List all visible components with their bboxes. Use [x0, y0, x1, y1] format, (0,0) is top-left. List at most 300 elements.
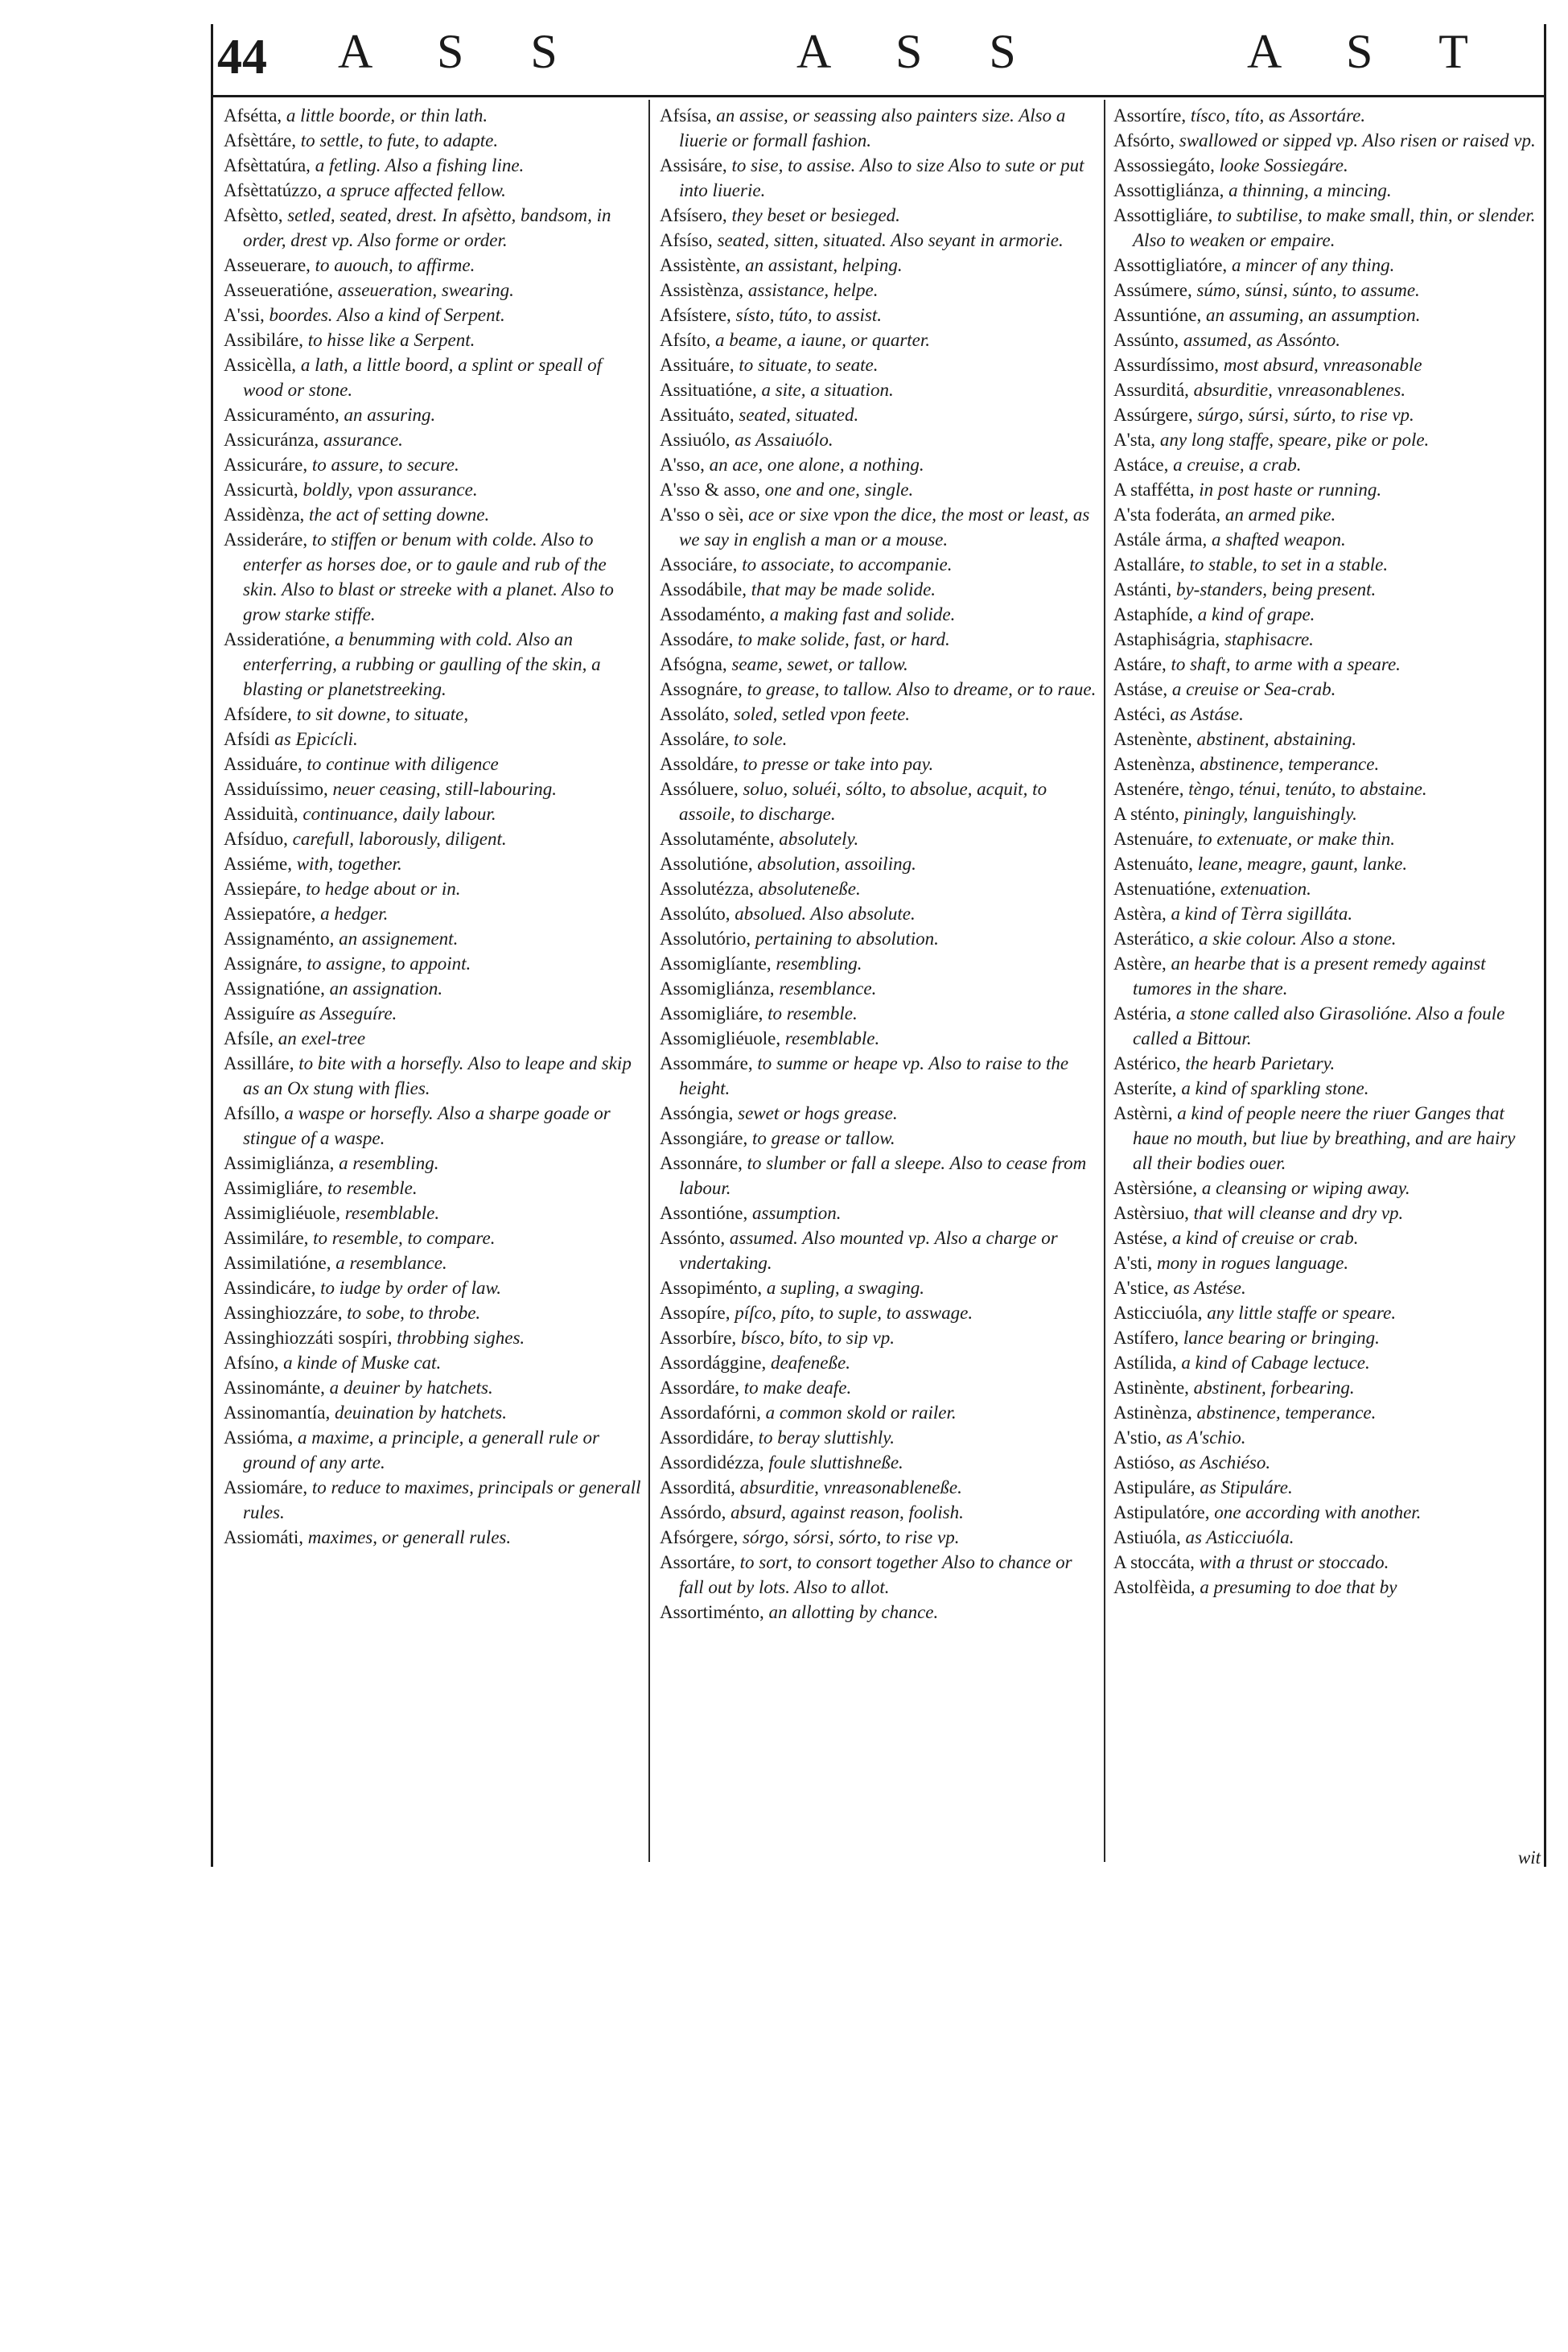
entry-headword: Afsèttáre, [224, 130, 297, 150]
entry-headword: Assonnáre, [660, 1153, 743, 1173]
entry-headword: Afsórgere, [660, 1527, 739, 1547]
entry-headword: Afsíllo, [224, 1103, 280, 1123]
entry-headword: Assisáre, [660, 155, 727, 175]
entry-headword: Assignáre, [224, 954, 302, 974]
entry-headword: Assúmere, [1113, 280, 1192, 300]
dictionary-entry [1113, 1400, 1538, 1425]
entry-definition: any little staffe or speare. [1202, 1303, 1397, 1323]
entry-headword: Afsórto, [1113, 130, 1175, 150]
entry-headword: Astenènte, [1113, 729, 1192, 749]
entry-definition: to sise, to assise. Also to size Also to sute or put into liuerie. [679, 155, 1084, 200]
dictionary-entry [660, 103, 1098, 153]
entry-definition: with a thrust or stoccado. [1194, 1552, 1389, 1572]
entry-definition: to grease, to tallow. Also to dreame, or to raue. [742, 679, 1097, 699]
entry-definition: mony in rogues language. [1152, 1253, 1349, 1273]
entry-definition: abstinence, temperance. [1191, 1403, 1377, 1423]
entry-definition: as Aschiéso. [1175, 1452, 1271, 1473]
entry-headword: Assituáre, [660, 355, 735, 375]
entry-definition: a kinde of Muske cat. [278, 1353, 442, 1373]
entry-headword: Afsètto, [224, 205, 283, 225]
dictionary-entry [660, 627, 1098, 652]
dictionary-entry [1113, 1275, 1538, 1300]
entry-definition: to stable, to set in a stable. [1184, 554, 1389, 575]
entry-definition: to make deafe. [739, 1378, 852, 1398]
dictionary-entry [1113, 752, 1538, 776]
entry-headword: Assolutézza, [660, 879, 754, 899]
dictionary-entry [224, 776, 642, 801]
entry-headword: A stoccáta, [1113, 1552, 1195, 1572]
entry-headword: Astéria, [1113, 1003, 1172, 1024]
dictionary-entry [224, 1475, 642, 1525]
entry-headword: Astinènza, [1113, 1403, 1192, 1423]
dictionary-entry [224, 103, 642, 128]
dictionary-entry [660, 477, 1098, 502]
entry-definition: a site, a situation. [756, 380, 894, 400]
entry-headword: Assituatióne, [660, 380, 757, 400]
dictionary-entry [224, 1325, 642, 1350]
entry-definition: a lath, a little boord, a splint or speall of wood or stone. [243, 355, 603, 400]
dictionary-entry [224, 1275, 642, 1300]
entry-definition: to sort, to consort together Also to chance or fall out by lots. Also to allot. [679, 1552, 1072, 1597]
entry-definition: to sobe, to throbe. [342, 1303, 481, 1323]
entry-headword: Assottigliánza, [1113, 180, 1224, 200]
entry-headword: Astífero, [1113, 1328, 1179, 1348]
dictionary-entry [660, 427, 1098, 452]
entry-headword: Afsídere, [224, 704, 292, 724]
entry-definition: a supling, a swaging. [762, 1278, 925, 1298]
entry-headword: Assortáre, [660, 1552, 735, 1572]
entry-definition: to shaft, to arme with a speare. [1166, 654, 1401, 674]
entry-headword: Assistènte, [660, 255, 741, 275]
dictionary-entry [224, 1201, 642, 1225]
page-header [217, 24, 1537, 89]
entry-headword: Assignaménto, [224, 929, 335, 949]
entry-headword: Assontióne, [660, 1203, 748, 1223]
entry-definition: seated, situated. [734, 405, 859, 425]
entry-definition: as Asseguíre. [294, 1003, 397, 1024]
entry-headword: Assongiáre, [660, 1128, 748, 1148]
entry-headword: Assiepatóre, [224, 904, 316, 924]
entry-definition: to sole. [729, 729, 788, 749]
entry-headword: Afsétta, [224, 105, 282, 126]
entry-definition: to resemble, to compare. [308, 1228, 496, 1248]
dictionary-entry [660, 901, 1098, 926]
entry-headword: Astipulatóre, [1113, 1502, 1210, 1522]
entry-definition: pertaining to absolution. [751, 929, 939, 949]
entry-definition: to assure, to secure. [307, 455, 459, 475]
entry-headword: Afsíso, [660, 230, 713, 250]
entry-headword: Astaphíde, [1113, 604, 1194, 624]
dictionary-entry [1113, 352, 1538, 377]
entry-definition: a shafted weapon. [1207, 529, 1346, 550]
entry-definition: to resemble. [323, 1178, 418, 1198]
entry-definition: assurance. [319, 430, 403, 450]
entry-definition: an assignement. [334, 929, 459, 949]
entry-definition: a kind of creuise or crab. [1167, 1228, 1359, 1248]
entry-definition: to iudge by order of law. [315, 1278, 501, 1298]
dictionary-entry [224, 253, 642, 278]
dictionary-entry [1113, 1575, 1538, 1600]
dictionary-entry [660, 1225, 1098, 1275]
entry-definition: asseueration, swearing. [333, 280, 514, 300]
dictionary-entry [224, 1525, 642, 1550]
entry-definition: to continue with diligence [302, 754, 499, 774]
entry-headword: Astalláre, [1113, 554, 1185, 575]
dictionary-entry [660, 1400, 1098, 1425]
entry-headword: Assomiglíante, [660, 954, 772, 974]
dictionary-entry [1113, 1450, 1538, 1475]
dictionary-entry [1113, 1350, 1538, 1375]
entry-headword: Assicuránza, [224, 430, 319, 450]
entry-headword: Assurditá, [1113, 380, 1189, 400]
dictionary-entry [1113, 677, 1538, 702]
entry-headword: Assordafórni, [660, 1403, 761, 1423]
catchword: wit [1517, 1847, 1541, 1868]
entry-definition: abstinent, abstaining. [1191, 729, 1357, 749]
entry-definition: as A'schio. [1161, 1427, 1246, 1448]
entry-headword: Assolutório, [660, 929, 751, 949]
entry-definition: a resemblance. [331, 1253, 447, 1273]
entry-definition: to settle, to fute, to adapte. [296, 130, 499, 150]
entry-definition: throbbing sighes. [392, 1328, 525, 1348]
entry-definition: bísco, bíto, to sip vp. [736, 1328, 895, 1348]
dictionary-entry [224, 1026, 642, 1051]
dictionary-entry [660, 327, 1098, 352]
dictionary-entry [1113, 552, 1538, 577]
dictionary-entry [1113, 278, 1538, 303]
dictionary-entry [660, 1051, 1098, 1101]
entry-definition: continuance, daily labour. [298, 804, 496, 824]
entry-column-3 [1113, 103, 1538, 1600]
entry-headword: Assordidáre, [660, 1427, 754, 1448]
entry-headword: Asseueratióne, [224, 280, 334, 300]
dictionary-entry [224, 851, 642, 876]
entry-headword: Assorbíre, [660, 1328, 737, 1348]
entry-headword: Asseuerare, [224, 255, 311, 275]
dictionary-entry [224, 278, 642, 303]
dictionary-entry [660, 1350, 1098, 1375]
dictionary-entry [224, 1151, 642, 1176]
entry-headword: A sténto, [1113, 804, 1179, 824]
dictionary-entry [224, 153, 642, 178]
entry-headword: Astenuatióne, [1113, 879, 1216, 899]
entry-headword: Assolutióne, [660, 854, 753, 874]
entry-definition: setled, seated, drest. In afsètto, bandsom, in order, drest vp. Also forme or order. [243, 205, 611, 250]
entry-headword: A'sso o sèi, [660, 505, 744, 525]
dictionary-entry [660, 153, 1098, 203]
dictionary-entry [1113, 1375, 1538, 1400]
entry-definition: absurd, against reason, foolish. [726, 1502, 964, 1522]
column-divider [1104, 100, 1105, 1862]
dictionary-entry [1113, 1300, 1538, 1325]
entry-definition: assistance, helpe. [743, 280, 879, 300]
entry-headword: Assimigliéuole, [224, 1203, 341, 1223]
entry-definition: assumption. [747, 1203, 842, 1223]
dictionary-entry [1113, 327, 1538, 352]
entry-definition: to summe or heape vp. Also to raise to the height. [679, 1053, 1069, 1098]
dictionary-entry [1113, 377, 1538, 402]
dictionary-entry [660, 1201, 1098, 1225]
entry-definition: to auouch, to affirme. [310, 255, 475, 275]
entry-headword: Assiomáre, [224, 1477, 308, 1497]
entry-definition: deuination by hatchets. [330, 1403, 507, 1423]
dictionary-entry [660, 402, 1098, 427]
column-divider [648, 100, 650, 1862]
entry-definition: maximes, or generall rules. [303, 1527, 512, 1547]
dictionary-entry [1113, 1250, 1538, 1275]
entry-definition: a resembling. [334, 1153, 439, 1173]
entry-definition: leane, meagre, gaunt, lanke. [1193, 854, 1408, 874]
entry-headword: A'sso, [660, 455, 705, 475]
entry-headword: Astenuáre, [1113, 829, 1193, 849]
entry-headword: Assoláre, [660, 729, 730, 749]
entry-headword: Astipuláre, [1113, 1477, 1196, 1497]
entry-definition: to make solide, fast, or hard. [733, 629, 950, 649]
entry-definition: a creuise, a crab. [1168, 455, 1302, 475]
entry-headword: Astáse, [1113, 679, 1168, 699]
entry-definition: to presse or take into pay. [738, 754, 934, 774]
entry-definition: a cleansing or wiping away. [1197, 1178, 1410, 1198]
dictionary-entry [224, 1101, 642, 1151]
entry-headword: Assiomáti, [224, 1527, 304, 1547]
entry-headword: Assindicáre, [224, 1278, 316, 1298]
entry-definition: sórgo, sórsi, sórto, to rise vp. [738, 1527, 960, 1547]
left-border-rule [211, 24, 213, 1867]
entry-headword: Assinghiozzáre, [224, 1303, 343, 1323]
entry-headword: Astáce, [1113, 455, 1169, 475]
entry-definition: boordes. Also a kind of Serpent. [264, 305, 505, 325]
dictionary-entry [660, 727, 1098, 752]
entry-headword: A'stice, [1113, 1278, 1169, 1298]
entry-definition: súrgo, súrsi, súrto, to rise vp. [1192, 405, 1414, 425]
entry-definition: a waspe or horsefly. Also a sharpe goade or stingue of a waspe. [243, 1103, 611, 1148]
dictionary-entry [1113, 652, 1538, 677]
entry-definition: an allotting by chance. [763, 1602, 939, 1622]
entry-headword: Assopiménto, [660, 1278, 763, 1298]
dictionary-entry [1113, 203, 1538, 253]
entry-headword: Assinghiozzáti sospíri, [224, 1328, 393, 1348]
dictionary-entry [224, 303, 642, 327]
entry-headword: Astèrni, [1113, 1103, 1173, 1123]
entry-headword: Assodábile, [660, 579, 747, 599]
entry-definition: an armed pike. [1220, 505, 1336, 525]
dictionary-entry [224, 1400, 642, 1425]
dictionary-entry [660, 976, 1098, 1001]
entry-headword: Astinènte, [1113, 1378, 1189, 1398]
dictionary-entry [1113, 901, 1538, 926]
entry-headword: Assiéme, [224, 854, 292, 874]
entry-headword: Assuntióne, [1113, 305, 1202, 325]
dictionary-entry [660, 278, 1098, 303]
dictionary-entry [1113, 1051, 1538, 1076]
dictionary-entry [660, 876, 1098, 901]
dictionary-entry [1113, 1475, 1538, 1500]
entry-headword: Astèra, [1113, 904, 1167, 924]
entry-definition: a little boorde, or thin lath. [282, 105, 488, 126]
entry-definition: a kind of Tèrra sigilláta. [1166, 904, 1353, 924]
entry-headword: Assimiláre, [224, 1228, 309, 1248]
entry-definition: resembling. [771, 954, 862, 974]
entry-headword: A'stio, [1113, 1427, 1162, 1448]
page-number: 44 [217, 30, 267, 84]
dictionary-entry [660, 352, 1098, 377]
entry-headword: Assortiménto, [660, 1602, 764, 1622]
entry-definition: deafeneße. [766, 1353, 850, 1373]
entry-headword: Assistènza, [660, 280, 744, 300]
entry-definition: resemblable. [780, 1028, 880, 1048]
entry-headword: Assossiegáto, [1113, 155, 1215, 175]
dictionary-entry [660, 203, 1098, 228]
entry-headword: Astenènza, [1113, 754, 1196, 774]
dictionary-entry [1113, 577, 1538, 602]
dictionary-entry [224, 128, 642, 153]
dictionary-entry [1113, 1525, 1538, 1550]
dictionary-entry [660, 1425, 1098, 1450]
entry-headword: Assóluere, [660, 779, 739, 799]
entry-headword: Astère, [1113, 954, 1167, 974]
entry-definition: a creuise or Sea-crab. [1167, 679, 1336, 699]
entry-headword: Assomigliáre, [660, 1003, 763, 1024]
dictionary-entry [660, 303, 1098, 327]
entry-definition: to situate, to seate. [734, 355, 879, 375]
entry-headword: Astérico, [1113, 1053, 1181, 1073]
dictionary-entry [1113, 502, 1538, 527]
entry-definition: absurditie, vnreasonableneße. [735, 1477, 962, 1497]
entry-definition: absolution, assoiling. [752, 854, 916, 874]
dictionary-entry [1113, 103, 1538, 128]
dictionary-entry [224, 1375, 642, 1400]
entry-definition: an exel-tree [273, 1028, 366, 1048]
entry-headword: Assióma, [224, 1427, 294, 1448]
dictionary-entry [660, 1525, 1098, 1550]
entry-definition: that may be made solide. [746, 579, 936, 599]
entry-definition: a stone called also Girasolióne. Also a foule called a Bittour. [1133, 1003, 1505, 1048]
dictionary-entry [1113, 776, 1538, 801]
dictionary-entry [1113, 1101, 1538, 1176]
dictionary-entry [224, 1176, 642, 1201]
entry-headword: Assottigliatóre, [1113, 255, 1228, 275]
entry-definition: to slumber or fall a sleepe. Also to cease from labour. [679, 1153, 1087, 1198]
dictionary-entry [660, 602, 1098, 627]
entry-headword: Assimigliánza, [224, 1153, 335, 1173]
entry-headword: Assimilatióne, [224, 1253, 331, 1273]
entry-headword: Afsísero, [660, 205, 727, 225]
dictionary-entry [1113, 153, 1538, 178]
entry-definition: seame, sewet, or tallow. [726, 654, 908, 674]
entry-headword: Assicurtà, [224, 480, 298, 500]
entry-definition: as Stipuláre. [1195, 1477, 1293, 1497]
dictionary-entry [660, 1600, 1098, 1625]
entry-headword: Astése, [1113, 1228, 1168, 1248]
dictionary-entry [660, 826, 1098, 851]
entry-definition: an assignation. [324, 978, 443, 999]
entry-definition: abstinence, temperance. [1195, 754, 1380, 774]
entry-headword: Assorditá, [660, 1477, 735, 1497]
entry-headword: Assiepáre, [224, 879, 302, 899]
entry-headword: Afsógna, [660, 654, 727, 674]
entry-definition: ace or sixe vpon the dice, the most or least, as we say in english a man or a mouse. [679, 505, 1090, 550]
dictionary-entry [1113, 851, 1538, 876]
entry-headword: Afsíno, [224, 1353, 279, 1373]
entry-headword: Assodaménto, [660, 604, 765, 624]
entry-definition: a fetling. Also a fishing line. [310, 155, 525, 175]
entry-definition: a hedger. [315, 904, 389, 924]
entry-definition: to reduce to maximes, principals or generall rules. [243, 1477, 641, 1522]
dictionary-entry [1113, 826, 1538, 851]
entry-headword: Afsídi [224, 729, 270, 749]
header-rule [211, 95, 1546, 97]
entry-definition: to hisse like a Serpent. [303, 330, 475, 350]
dictionary-entry [224, 702, 642, 727]
entry-definition: staphisacre. [1220, 629, 1314, 649]
dictionary-entry [224, 427, 642, 452]
dictionary-entry [224, 801, 642, 826]
entry-definition: to associate, to accompanie. [737, 554, 953, 575]
dictionary-entry [660, 377, 1098, 402]
entry-definition: one and one, single. [759, 480, 914, 500]
entry-definition: a kind of sparkling stone. [1176, 1078, 1369, 1098]
dictionary-entry [224, 502, 642, 527]
entry-definition: carefull, laborously, diligent. [287, 829, 507, 849]
dictionary-entry [1113, 1176, 1538, 1201]
dictionary-entry [224, 327, 642, 352]
dictionary-entry [660, 1001, 1098, 1026]
entry-headword: A staffétta, [1113, 480, 1195, 500]
dictionary-entry [1113, 402, 1538, 427]
entry-headword: Assomigliánza, [660, 978, 775, 999]
entry-headword: Assinomantía, [224, 1403, 331, 1423]
dictionary-entry [224, 527, 642, 627]
entry-headword: Astenuáto, [1113, 854, 1194, 874]
entry-headword: Assicèlla, [224, 355, 297, 375]
dictionary-entry [224, 178, 642, 203]
dictionary-entry [660, 652, 1098, 677]
entry-definition: foule sluttishneße. [763, 1452, 903, 1473]
dictionary-entry [660, 577, 1098, 602]
entry-headword: Astolfèida, [1113, 1577, 1196, 1597]
entry-definition: to subtilise, to make small, thin, or slender. Also to weaken or empaire. [1133, 205, 1536, 250]
dictionary-entry [1113, 427, 1538, 452]
entry-definition: one according with another. [1209, 1502, 1422, 1522]
entry-definition: an assistant, helping. [740, 255, 903, 275]
dictionary-entry [660, 228, 1098, 253]
running-head-right: A S T [1247, 25, 1496, 78]
entry-definition: boldly, vpon assurance. [298, 480, 478, 500]
entry-headword: Afsíle, [224, 1028, 274, 1048]
entry-definition: as Astése. [1168, 1278, 1246, 1298]
dictionary-entry [660, 752, 1098, 776]
running-head-left: A S S [338, 25, 585, 78]
entry-definition: swallowed or sipped vp. Also risen or raised vp. [1175, 130, 1536, 150]
entry-headword: Assicuráre, [224, 455, 308, 475]
entry-definition: piningly, languishingly. [1179, 804, 1357, 824]
dictionary-entry [224, 452, 642, 477]
entry-headword: Assoldáre, [660, 754, 739, 774]
entry-definition: absurditie, vnreasonablenes. [1188, 380, 1406, 400]
entry-definition: in post haste or running. [1194, 480, 1382, 500]
entry-definition: a skie colour. Also a stone. [1194, 929, 1397, 949]
entry-headword: Afsísa, [660, 105, 712, 126]
dictionary-entry [1113, 1500, 1538, 1525]
entry-definition: tísco, títo, as Assortáre. [1186, 105, 1366, 126]
dictionary-entry [1113, 1201, 1538, 1225]
dictionary-entry [660, 677, 1098, 702]
dictionary-entry [660, 776, 1098, 826]
entry-definition: seated, sitten, situated. Also seyant in armorie. [712, 230, 1064, 250]
dictionary-entry [1113, 951, 1538, 1001]
entry-definition: most absurd, vnreasonable [1219, 355, 1422, 375]
dictionary-entry [660, 926, 1098, 951]
